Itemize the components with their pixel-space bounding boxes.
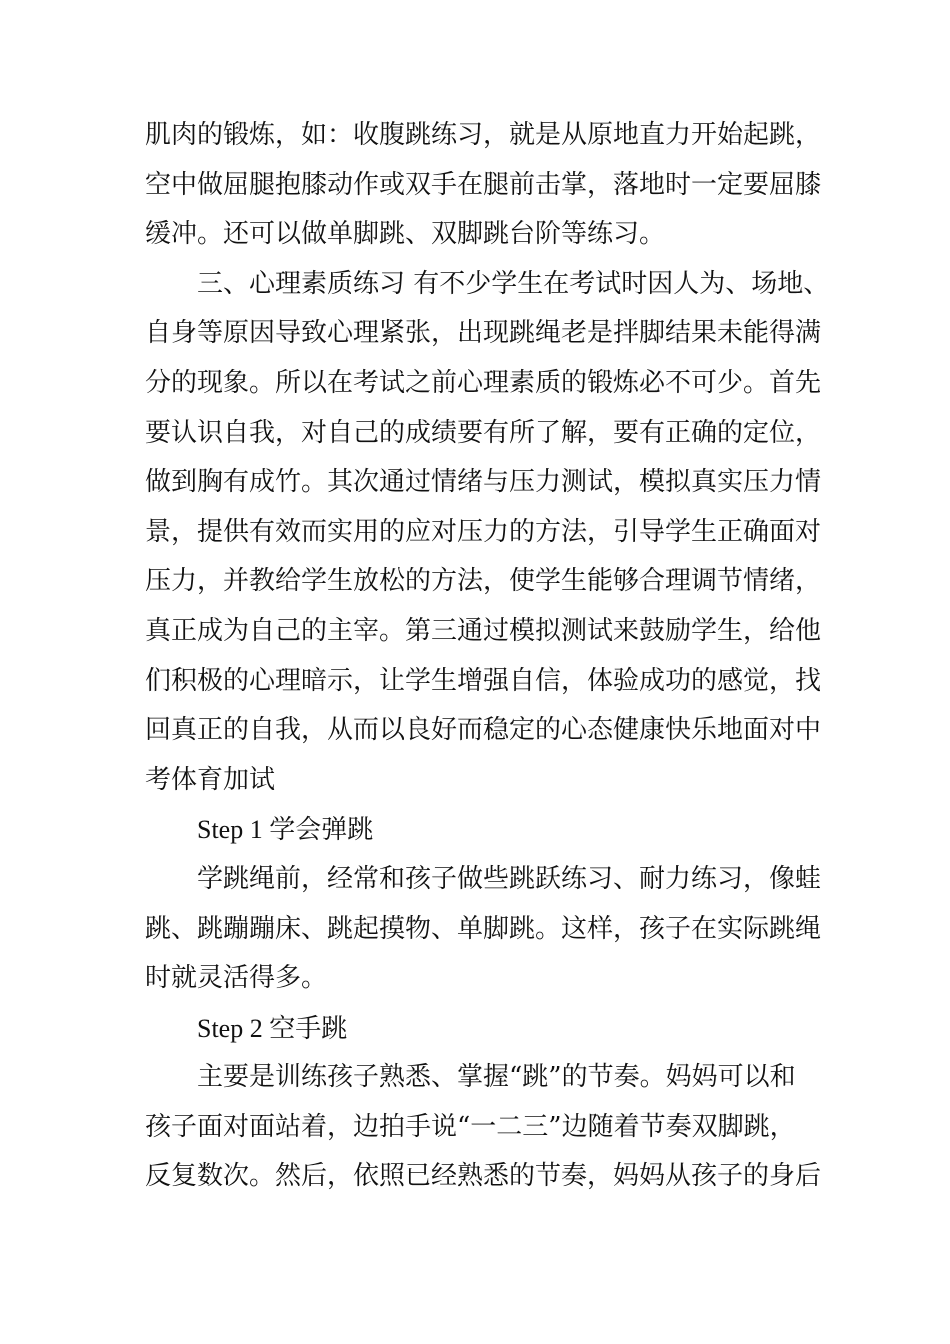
paragraph-line: 主要是训练孩子熟悉、掌握“跳”的节奏。妈妈可以和 bbox=[197, 1062, 796, 1093]
paragraph-line: 肌肉的锻炼，如：收腹跳练习，就是从原地直力开始起跳， bbox=[145, 120, 822, 150]
paragraph-line: 做到胸有成竹。其次通过情绪与压力测试，模拟真实压力情 bbox=[145, 467, 822, 498]
paragraph-line: 缓冲。还可以做单脚跳、双脚跳台阶等练习。 bbox=[145, 219, 666, 250]
paragraph-line: 空中做屈腿抱膝动作或双手在腿前击掌，落地时一定要屈膝 bbox=[145, 169, 822, 200]
paragraph-line: 时就灵活得多。 bbox=[145, 963, 328, 994]
paragraph-line: 反复数次。然后，依照已经熟悉的节奏，妈妈从孩子的身后 bbox=[145, 1161, 822, 1192]
paragraph-line: 压力，并教给学生放松的方法，使学生能够合理调节情绪， bbox=[145, 566, 822, 597]
paragraph-line: 要认识自我，对自己的成绩要有所了解，要有正确的定位， bbox=[145, 417, 822, 448]
paragraph-line: 们积极的心理暗示，让学生增强自信，体验成功的感觉，找 bbox=[145, 665, 822, 696]
step-1-heading: Step 1 学会弹跳 bbox=[197, 815, 374, 845]
paragraph-line: 分的现象。所以在考试之前心理素质的锻炼必不可少。首先 bbox=[145, 367, 822, 398]
section-heading-line: 三、心理素质练习 有不少学生在考试时因人为、场地、 bbox=[197, 268, 830, 299]
paragraph-line: 考体育加试 bbox=[145, 764, 276, 795]
paragraph-line: 真正成为自己的主宰。第三通过模拟测试来鼓励学生，给他 bbox=[145, 615, 822, 646]
paragraph-line: 自身等原因导致心理紧张，出现跳绳老是拌脚结果未能得满 bbox=[145, 318, 822, 349]
step-2-heading: Step 2 空手跳 bbox=[197, 1013, 348, 1043]
paragraph-line: 景，提供有效而实用的应对压力的方法，引导学生正确面对 bbox=[145, 516, 822, 547]
document-body bbox=[145, 111, 830, 1202]
paragraph-line: 跳、跳蹦蹦床、跳起摸物、单脚跳。这样，孩子在实际跳绳 bbox=[145, 913, 822, 944]
paragraph-line: 学跳绳前，经常和孩子做些跳跃练习、耐力练习，像蛙 bbox=[197, 863, 822, 894]
paragraph-line: 孩子面对面站着，边拍手说“一二三”边随着节奏双脚跳， bbox=[145, 1111, 796, 1142]
paragraph-line: 回真正的自我，从而以良好而稳定的心态健康快乐地面对中 bbox=[145, 715, 822, 746]
